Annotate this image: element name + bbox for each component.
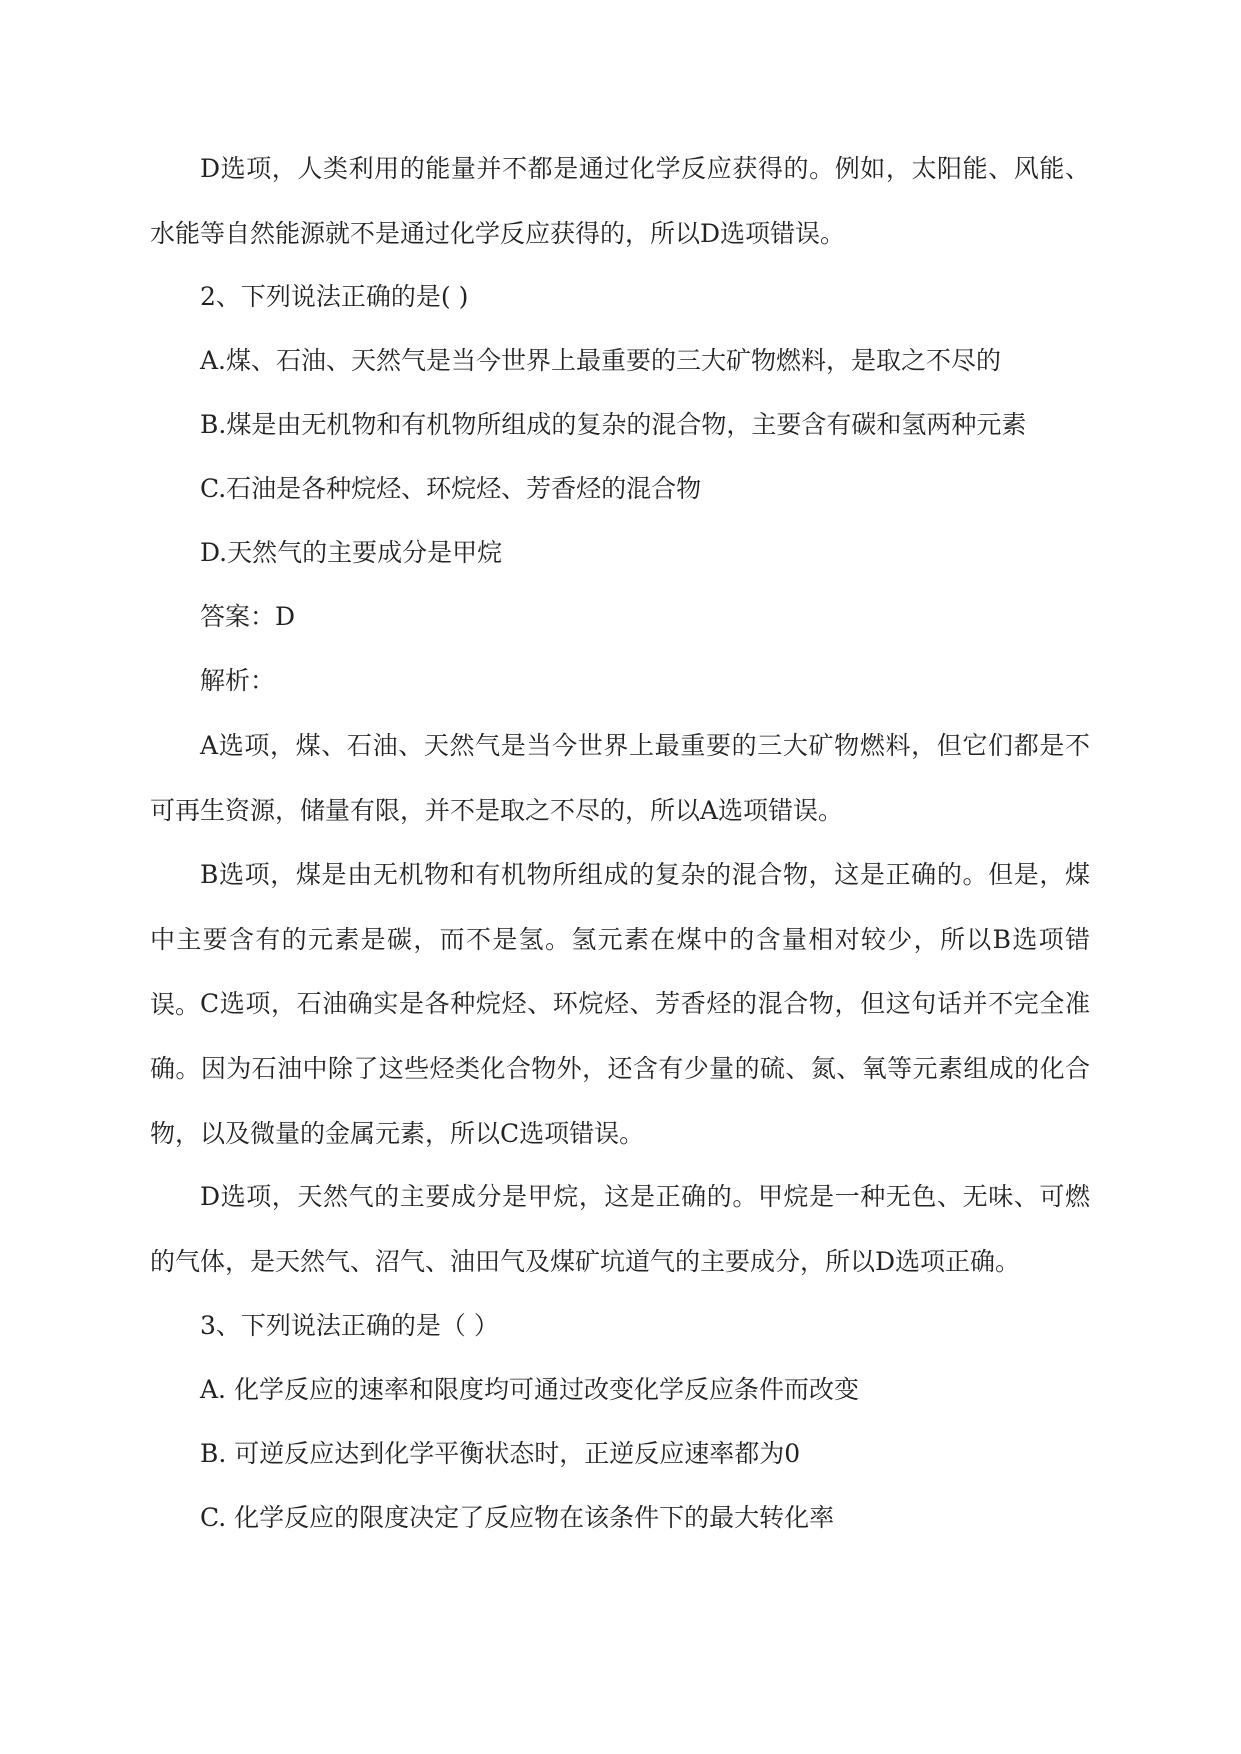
question-2-option-d: D.天然气的主要成分是甲烷 — [200, 538, 503, 567]
analysis-option-d: D选项，天然气的主要成分是甲烷，这是正确的。甲烷是一种无色、无味、可燃的气体，是天然气、沼气、油田气及煤矿坑道气的主要成分，所以D选项正确。 — [150, 1182, 1090, 1276]
question-2-option-b: B.煤是由无机物和有机物所组成的复杂的混合物，主要含有碳和氢两种元素 — [200, 410, 1027, 439]
question-3-option-c: C. 化学反应的限度决定了反应物在该条件下的最大转化率 — [200, 1503, 835, 1532]
analysis-option-a: A选项，煤、石油、天然气是当今世界上最重要的三大矿物燃料，但它们都是不可再生资源，储量有限，并不是取之不尽的，所以A选项错误。 — [150, 731, 1090, 825]
paragraph-d-option-energy: D选项，人类利用的能量并不都是通过化学反应获得的。例如，太阳能、风能、水能等自然能源就不是通过化学反应获得的，所以D选项错误。 — [150, 154, 1090, 248]
question-2-option-c: C.石油是各种烷烃、环烷烃、芳香烃的混合物 — [200, 474, 702, 503]
question-2-stem: 2、下列说法正确的是( ) — [200, 282, 469, 311]
question-2-option-a: A.煤、石油、天然气是当今世界上最重要的三大矿物燃料，是取之不尽的 — [200, 346, 1002, 375]
question-3-stem: 3、下列说法正确的是（ ） — [200, 1311, 499, 1340]
analysis-option-c: C选项，石油确实是各种烷烃、环烷烃、芳香烃的混合物，但这句话并不完全准确。因为石油中除了这些烃类化合物外，还含有少量的硫、氮、氧等元素组成的化合物，以及微量的金属元素，所以C选项错误。 — [150, 989, 1090, 1148]
analysis-option-b: B选项，煤是由无机物和有机物所组成的复杂的混合物，这是正确的。但是，煤中主要含有的元素是碳，而不是氢。氢元素在煤中的含量相对较少，所以B选项错误。 — [150, 860, 1090, 1019]
question-3-option-b: B. 可逆反应达到化学平衡状态时，正逆反应速率都为0 — [200, 1439, 801, 1468]
question-3-option-a: A. 化学反应的速率和限度均可通过改变化学反应条件而改变 — [200, 1375, 859, 1404]
analysis-heading: 解析： — [200, 666, 276, 695]
question-2-answer: 答案：D — [200, 602, 296, 631]
